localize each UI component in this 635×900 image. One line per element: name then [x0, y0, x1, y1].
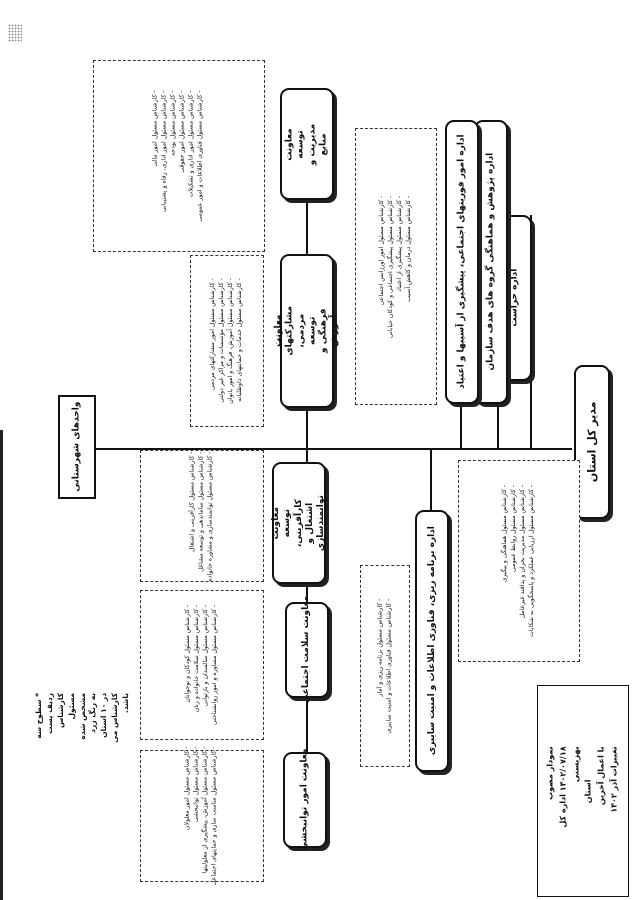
deputy-employment-box: [272, 462, 326, 584]
employment-staff-list: [140, 450, 264, 582]
deputy-label: معاونت توسعه مدیریت و منابع: [284, 123, 329, 165]
staff-position-item: - کارشناس مسئول پیشگیری اجتماعی و کودکان خیابانی: [387, 195, 395, 338]
rehab-staff-list: [140, 746, 264, 886]
security-office-label: اداره حراست: [509, 269, 520, 327]
staff-position-item: - کارشناس مسئول امور حقوقی: [179, 90, 186, 173]
staff-position-item: - کارشناس مسئول آموزش، پیشگیری از معلولیتها: [202, 746, 210, 874]
planning-staff-list: [360, 565, 410, 767]
header-line: استان: [584, 779, 593, 803]
staff-position-item: - کارشناس مسئول مدیریت بحران و پدافند غیرعامل: [519, 485, 527, 619]
staff-position-item: - کارشناس مسئول فناوری اطلاعات و امنیت سایبری: [385, 598, 392, 734]
scan-edge: [0, 430, 3, 900]
planning-office-box: [415, 510, 449, 772]
staff-position-item: - کارشناس مسئول بودجه: [170, 90, 178, 157]
culture-staff-list: [190, 255, 264, 427]
staff-position-item: - کارشناس مسئول امور مشارکتهای مردمی: [209, 278, 217, 391]
staff-position-item: - کارشناس مسئول فناوری اطلاعات و امور عمومی: [196, 90, 204, 222]
director-general-label: مدیر کل استان: [585, 401, 599, 483]
staff-position-item: - کارشناس مسئول ارزیابی عملکرد و پاسخگویی به شکایات: [527, 485, 535, 637]
staff-position-item: - کارشناس مسئول امور اداری و تشکیلات: [187, 90, 195, 198]
prevention-office-box: [445, 120, 479, 404]
deputy-resources-box: [280, 88, 334, 200]
staff-position-item: - کارشناس مسئول روابط عمومی: [510, 485, 518, 573]
footnote: [34, 560, 131, 875]
resources-staff-list: [93, 60, 265, 252]
staff-position-item: - کارشناس مسئول کودکان و نوجوانان: [184, 604, 192, 703]
staff-position-item: - کارشناس مسئول امور مالی: [152, 90, 160, 167]
staff-position-item: - کارشناس مسئول مناسب سازی و حمایتهای اجتماعی: [210, 746, 218, 886]
planning-office-label: اداره برنامه ریزی، فناوری اطلاعات و امنیت سایبری: [426, 526, 437, 756]
staff-position-item: - کارشناس مسئول امور معلولان: [184, 746, 192, 831]
deputy-label: معاونت امور توانبخشی: [299, 748, 310, 852]
deputy-label: معاونت توسعه کارآفرینی، اشتغال و توانمندسازی: [270, 494, 326, 552]
deputy-label: معاونت سلامت اجتماعی: [301, 596, 312, 704]
city-units-box: [58, 395, 96, 499]
deputy-rehab-box: [283, 748, 327, 852]
research-office-box: [474, 120, 508, 404]
staff-position-item: - کارشناس مسئول سالمندان و بازتوانی: [201, 604, 209, 707]
prevention-office-label: اداره امور فوریتهای اجتماعی، پیشگیری از آسیبها و اعتیاد: [456, 134, 467, 390]
staff-position-item: - کارشناس مسئول ساماندهی و توسعه مشاغل: [197, 451, 205, 572]
staff-position-item: - کارشناس مسئول کارآفرینی و اشتغال: [188, 451, 196, 552]
staff-position-item: - کارشناس مسئول پیشگیری از اعتیاد: [396, 195, 403, 292]
staff-position-item: - کارشناس مسئول مشاوره و امور روانشناختی: [210, 604, 218, 726]
staff-position-item: - کارشناس مسئول سلامت خانواده و زنان: [193, 604, 201, 713]
deputy-label: معاونت مشارکتهای مردمی، توسعه فرهنگی و آموزش: [273, 306, 340, 356]
header-line: با اعمال آخرین تغییرات آذر ۱۴۰۲: [596, 746, 619, 813]
staff-position-item: - کارشناس مسئول خدمات و حمایتهای داوطلبانه: [235, 278, 243, 402]
research-office-label: اداره پژوهش و هماهنگی گروه های هدف سازمان: [485, 153, 496, 371]
staff-position-item: - کارشناس مسئول درمان و کاهش آسیب: [404, 195, 412, 302]
header-line: نمودار مصوب ۱۴۰۲/۰۷/۱۸ اداره کل بهزیستی: [545, 746, 581, 828]
staff-position-item: - کارشناس مسئول برنامه ریزی و آمار: [376, 598, 384, 697]
chart-header: [537, 685, 629, 897]
research-staff-list: [458, 460, 580, 662]
staff-position-item: - کارشناس مسئول توانمندسازی و مشاوره خانواده: [206, 451, 214, 581]
staff-position-item: - کارشناس مسئول آموزش، فرهنگ و امور بانوان: [227, 278, 235, 404]
staff-position-item: - کارشناس مسئول توانبخشی: [193, 746, 201, 823]
scan-artifact: [8, 24, 22, 42]
staff-position-item: - کارشناس مسئول امور اداری، رفاه و پشتیبانی: [161, 90, 169, 213]
staff-position-item: - کارشناس مسئول هماهنگی و پیگیری: [501, 485, 509, 583]
prevention-staff-list: [355, 128, 437, 405]
deputy-health-box: [285, 596, 329, 704]
staff-position-item: - کارشناس مسئول امور اورژانس اجتماعی: [378, 195, 386, 306]
footnote-text: * سطوح سه ردیف پست کارشناس مسئول مشخص شده به رنگ زرد در ۱۰ استان کارشناس می باشد.: [34, 692, 131, 743]
deputy-culture-box: [273, 254, 340, 408]
staff-position-item: - کارشناس مسئول مؤسسات و مراکز غیر دولتی: [218, 278, 226, 403]
city-units-label: واحدهای شهرستانی: [71, 401, 82, 493]
health-staff-list: [140, 590, 264, 740]
